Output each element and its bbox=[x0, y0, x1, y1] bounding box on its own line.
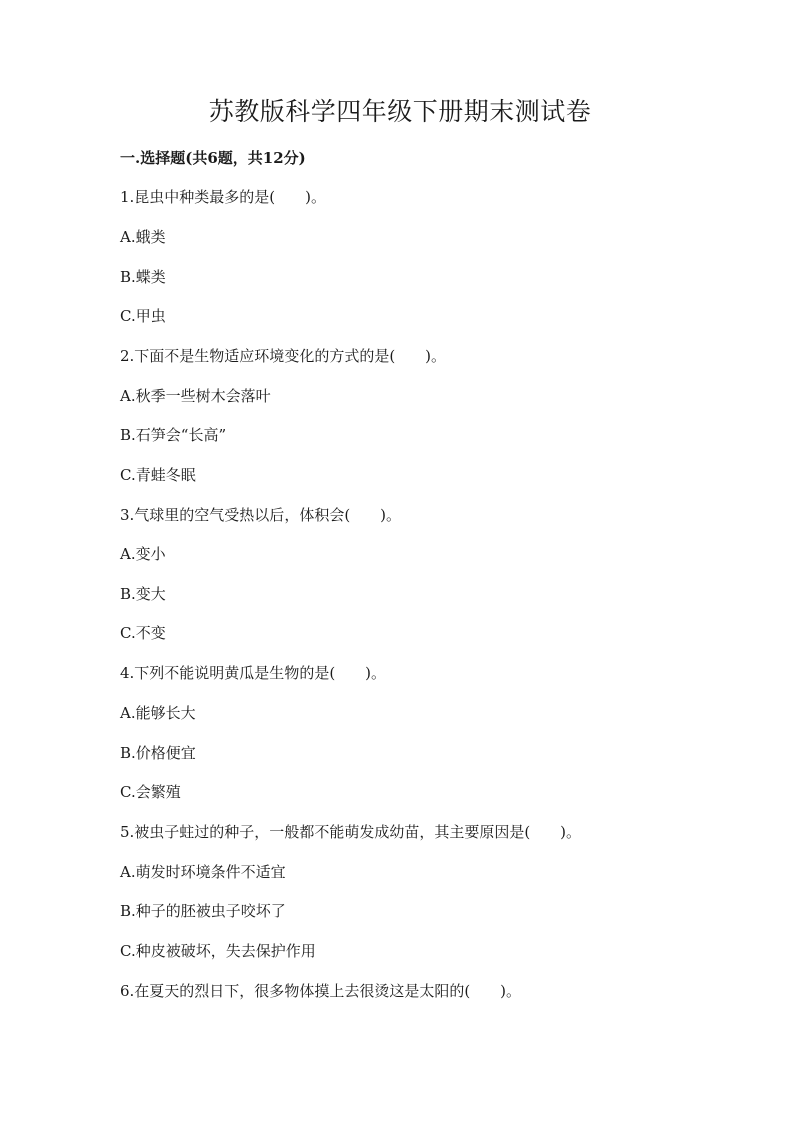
answer-option: A.能够长大 bbox=[120, 704, 196, 722]
question-stem: 3.气球里的空气受热以后，体积会( )。 bbox=[120, 506, 402, 524]
answer-option: A.蛾类 bbox=[120, 228, 166, 246]
answer-option: B.石笋会“长高” bbox=[120, 426, 227, 444]
answer-option: B.价格便宜 bbox=[120, 744, 196, 762]
answer-option: C.种皮被破坏，失去保护作用 bbox=[120, 942, 316, 960]
answer-option: C.甲虫 bbox=[120, 307, 166, 325]
question-stem: 2.下面不是生物适应环境变化的方式的是( )。 bbox=[120, 347, 447, 365]
answer-option: C.会繁殖 bbox=[120, 783, 181, 801]
section-heading: 一.选择题(共6题，共12分) bbox=[120, 149, 306, 167]
question-stem: 5.被虫子蛀过的种子，一般都不能萌发成幼苗，其主要原因是( )。 bbox=[120, 823, 582, 841]
answer-option: A.变小 bbox=[120, 545, 166, 563]
answer-option: B.种子的胚被虫子咬坏了 bbox=[120, 902, 286, 920]
answer-option: B.蝶类 bbox=[120, 268, 166, 286]
question-stem: 4.下列不能说明黄瓜是生物的是( )。 bbox=[120, 664, 387, 682]
page-title: 苏教版科学四年级下册期末测试卷 bbox=[208, 97, 592, 126]
answer-option: A.萌发时环境条件不适宜 bbox=[120, 863, 286, 881]
answer-option: C.青蛙冬眠 bbox=[120, 466, 196, 484]
answer-option: C.不变 bbox=[120, 624, 166, 642]
question-stem: 1.昆虫中种类最多的是( )。 bbox=[120, 188, 327, 206]
question-stem: 6.在夏天的烈日下，很多物体摸上去很烫这是太阳的( )。 bbox=[120, 982, 522, 1000]
answer-option: B.变大 bbox=[120, 585, 166, 603]
answer-option: A.秋季一些树木会落叶 bbox=[120, 387, 271, 405]
